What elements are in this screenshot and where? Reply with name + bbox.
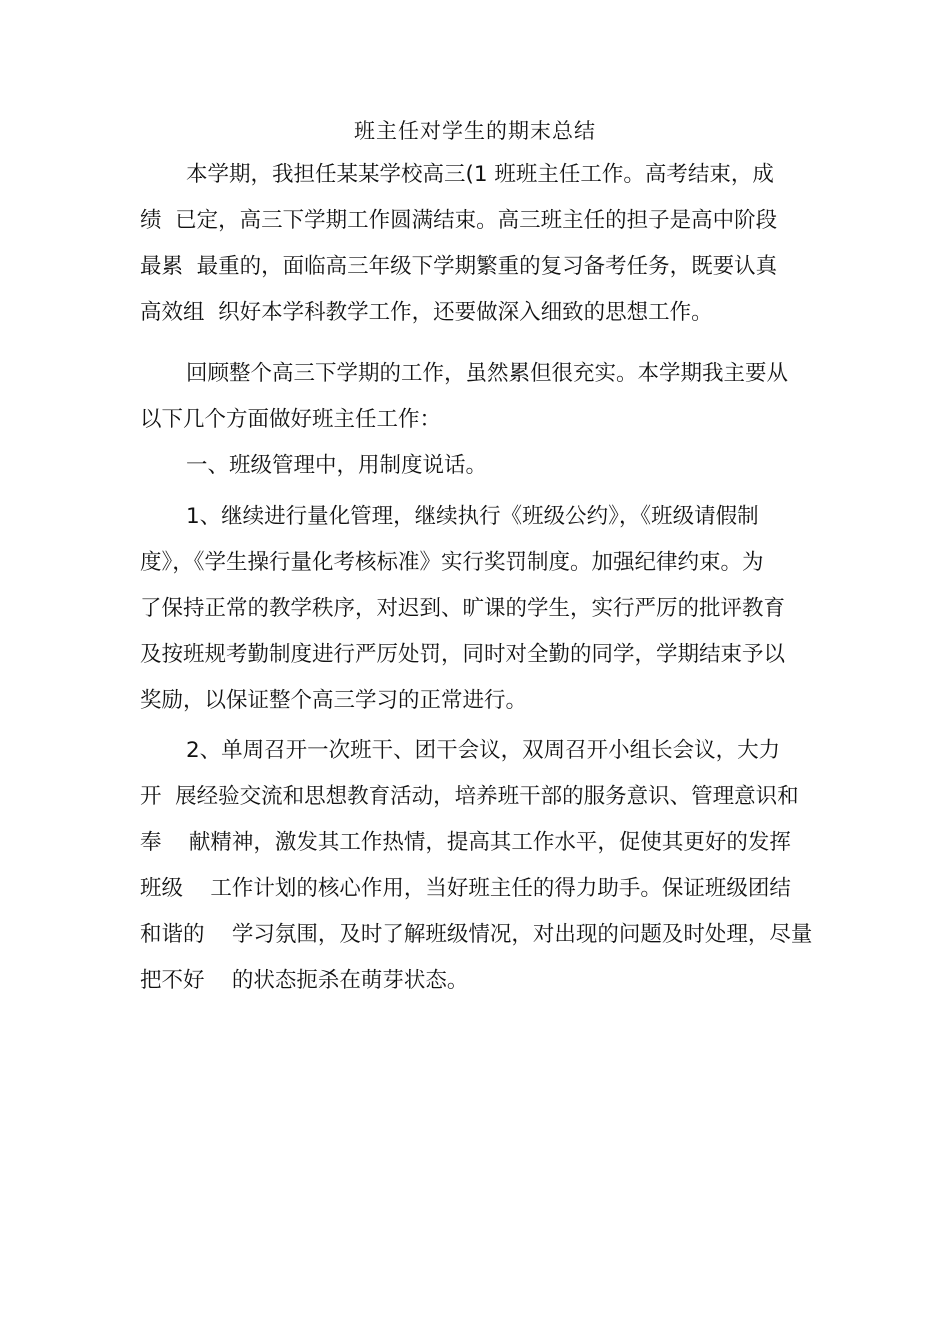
paragraph-line: 开 展经验交流和思想教育活动，培养班干部的服务意识、管理意识和 (140, 784, 799, 809)
paragraph-line: 了保持正常的教学秩序，对迟到、旷课的学生，实行严厉的批评教育 (140, 596, 786, 621)
heading-line: 一、班级管理中，用制度说话。 (186, 453, 488, 478)
paragraph-line: 奖励，以保证整个高三学习的正常进行。 (140, 688, 528, 713)
document-title: 班主任对学生的期末总结 (354, 119, 596, 143)
paragraph-review (140, 351, 810, 443)
paragraph-line: 度》，《学生操行量化考核标准》实行奖罚制度。加强纪律约束。为 (140, 550, 764, 575)
paragraph-line: 班级 工作计划的核心作用，当好班主任的得力助手。保证班级团结 (140, 876, 791, 901)
paragraph-line: 本学期，我担任某某学校高三(1 班班主任工作。高考结束，成 (186, 162, 774, 187)
paragraph-line: 以下几个方面做好班主任工作： (140, 407, 442, 432)
paragraph-line: 1、继续进行量化管理，继续执行《班级公约》，《班级请假制 (186, 504, 759, 529)
paragraph-item-2 (140, 728, 813, 1004)
paragraph-line: 奉 献精神，激发其工作热情，提高其工作水平，促使其更好的发挥 (140, 830, 791, 855)
paragraph-item-1 (140, 494, 810, 724)
paragraph-intro (140, 152, 810, 336)
paragraph-line: 回顾整个高三下学期的工作，虽然累但很充实。本学期我主要从 (186, 361, 789, 386)
paragraph-line: 2、单周召开一次班干、团干会议，双周召开小组长会议，大力 (186, 738, 781, 763)
paragraph-line: 把不好 的状态扼杀在萌芽状态。 (140, 968, 469, 993)
paragraph-line: 和谐的 学习氛围，及时了解班级情况，对出现的问题及时处理，尽量 (140, 922, 813, 947)
paragraph-line: 绩 已定，高三下学期工作圆满结束。高三班主任的担子是高中阶段 (140, 208, 778, 233)
paragraph-line: 及按班规考勤制度进行严厉处罚，同时对全勤的同学，学期结束予以 (140, 642, 786, 667)
paragraph-line: 高效组 织好本学科教学工作，还要做深入细致的思想工作。 (140, 300, 713, 325)
section-heading (140, 443, 810, 489)
paragraph-line: 最累 最重的，面临高三年级下学期繁重的复习备考任务，既要认真 (140, 254, 778, 279)
